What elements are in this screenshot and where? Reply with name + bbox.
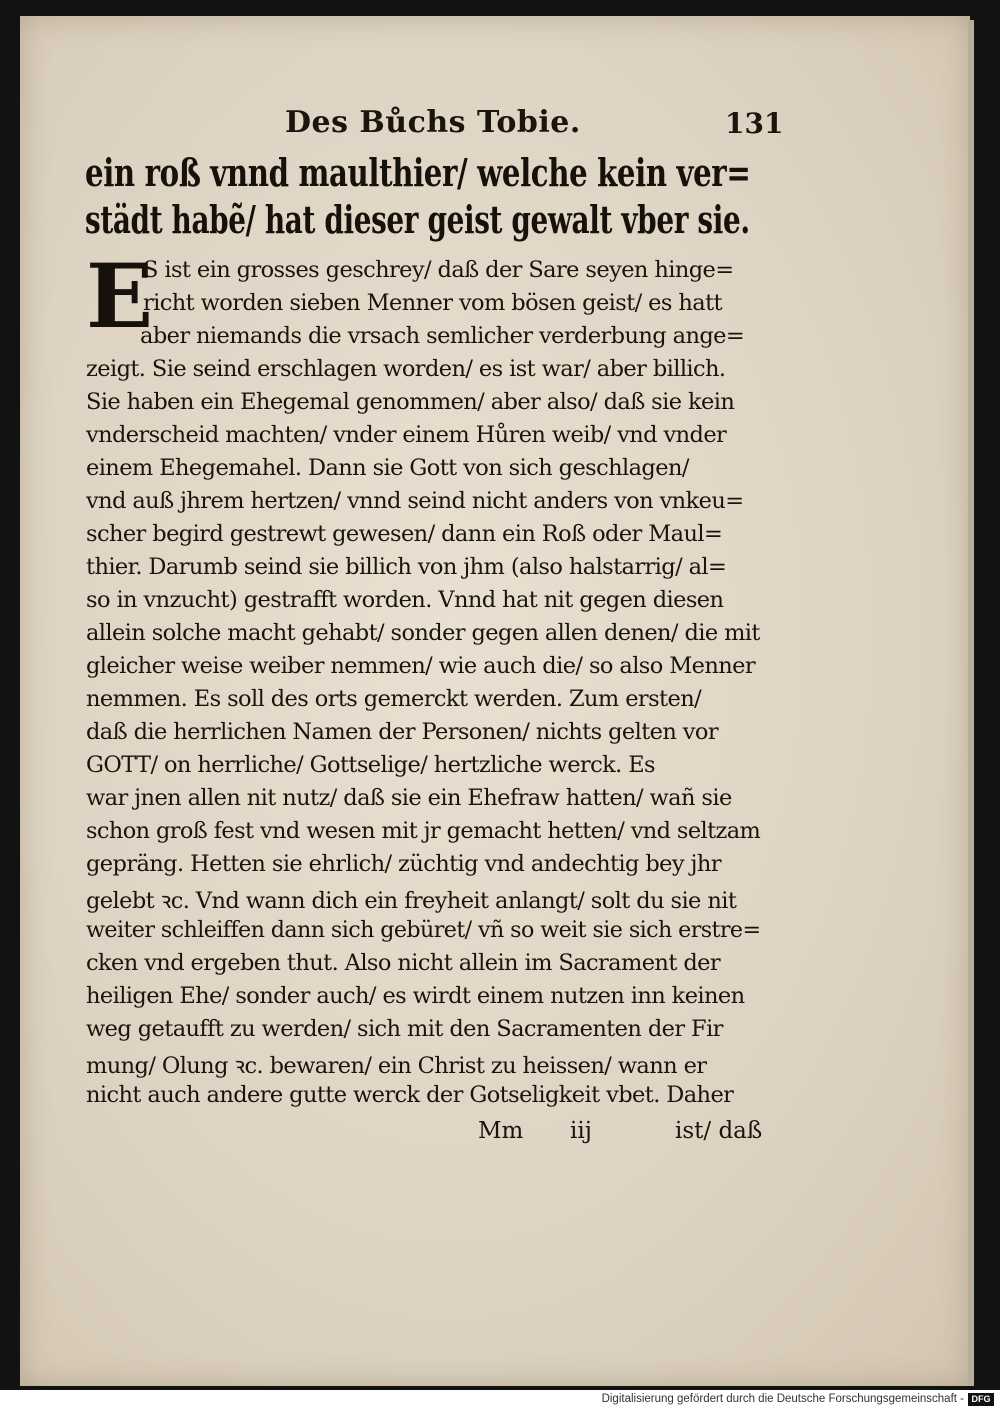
text-line: schon groß fest vnd wesen mit jr gemacht hetten/ vnd seltzam <box>86 818 761 844</box>
heading-line-2: städt habẽ/ hat dieser geist gewalt vber sie. <box>85 197 750 242</box>
running-head: Des Bůchs Tobie. <box>285 105 581 140</box>
text-line: richt worden sieben Menner vom bösen geist/ es hatt <box>143 290 722 316</box>
text-line: mung/ Olung ꝛc. bewaren/ ein Christ zu heissen/ wann er <box>86 1053 707 1079</box>
dfg-logo: DFG <box>968 1393 994 1406</box>
text-line: so in vnzucht) gestrafft worden. Vnnd hat nit gegen diesen <box>86 587 724 613</box>
text-line: gelebt ꝛc. Vnd wann dich ein freyheit anlangt/ solt du sie nit <box>86 888 737 914</box>
text-line: aber niemands die vrsach semlicher verderbung ange= <box>140 323 745 349</box>
text-line: gepräng. Hetten sie ehrlich/ züchtig vnd andechtig bey jhr <box>86 851 721 877</box>
heading-line-1: ein roß vnnd maulthier/ welche kein ver= <box>85 150 751 195</box>
catchword: ist/ daß <box>675 1118 763 1144</box>
text-line: weiter schleiffen dann sich gebüret/ vñ so weit sie sich erstre= <box>86 917 761 943</box>
text-line: vnderscheid machten/ vnder einem Hůren weib/ vnd vnder <box>86 422 727 448</box>
text-line: nemmen. Es soll des orts gemerckt werden. Zum ersten/ <box>86 686 702 712</box>
signature-number: iij <box>570 1118 592 1144</box>
text-line: heiligen Ehe/ sonder auch/ es wirdt einem nutzen inn keinen <box>86 983 745 1009</box>
page-edge <box>968 20 974 1386</box>
text-line: gleicher weise weiber nemmen/ wie auch die/ so also Menner <box>86 653 756 679</box>
folio-number: 131 <box>725 107 784 140</box>
text-line: einem Ehegemahel. Dann sie Gott von sich geschlagen/ <box>86 455 689 481</box>
text-line: S ist ein grosses geschrey/ daß der Sare seyen hinge= <box>143 257 734 283</box>
text-line: scher begird gestrewt gewesen/ dann ein Roß oder Maul= <box>86 521 723 547</box>
text-line: daß die herrlichen Namen der Personen/ nichts gelten vor <box>86 719 719 745</box>
text-line: GOTT/ on herrliche/ Gottselige/ hertzliche werck. Es <box>86 752 655 778</box>
drop-initial: E <box>86 244 154 348</box>
digitization-credit: Digitalisierung gefördert durch die Deutsche Forschungsgemeinschaft - <box>601 1393 964 1405</box>
text-line: cken vnd ergeben thut. Also nicht allein im Sacrament der <box>86 950 720 976</box>
text-line: allein solche macht gehabt/ sonder gegen allen denen/ die mit <box>86 620 760 646</box>
text-line: nicht auch andere gutte werck der Gotseligkeit vbet. Daher <box>86 1082 734 1108</box>
text-line: war jnen allen nit nutz/ daß sie ein Ehefraw hatten/ wañ sie <box>86 785 732 811</box>
text-line: vnd auß jhrem hertzen/ vnnd seind nicht anders von vnkeu= <box>86 488 744 514</box>
text-line: thier. Darumb seind sie billich von jhm (also halstarrig/ al= <box>86 554 727 580</box>
signature-mark: Mm <box>478 1118 524 1144</box>
text-line: zeigt. Sie seind erschlagen worden/ es ist war/ aber billich. <box>86 356 726 382</box>
text-line: weg getaufft zu werden/ sich mit den Sacramenten der Fir <box>86 1016 723 1042</box>
signature-catchword-row <box>470 1118 763 1152</box>
text-line: Sie haben ein Ehegemal genommen/ aber also/ daß sie kein <box>86 389 735 415</box>
